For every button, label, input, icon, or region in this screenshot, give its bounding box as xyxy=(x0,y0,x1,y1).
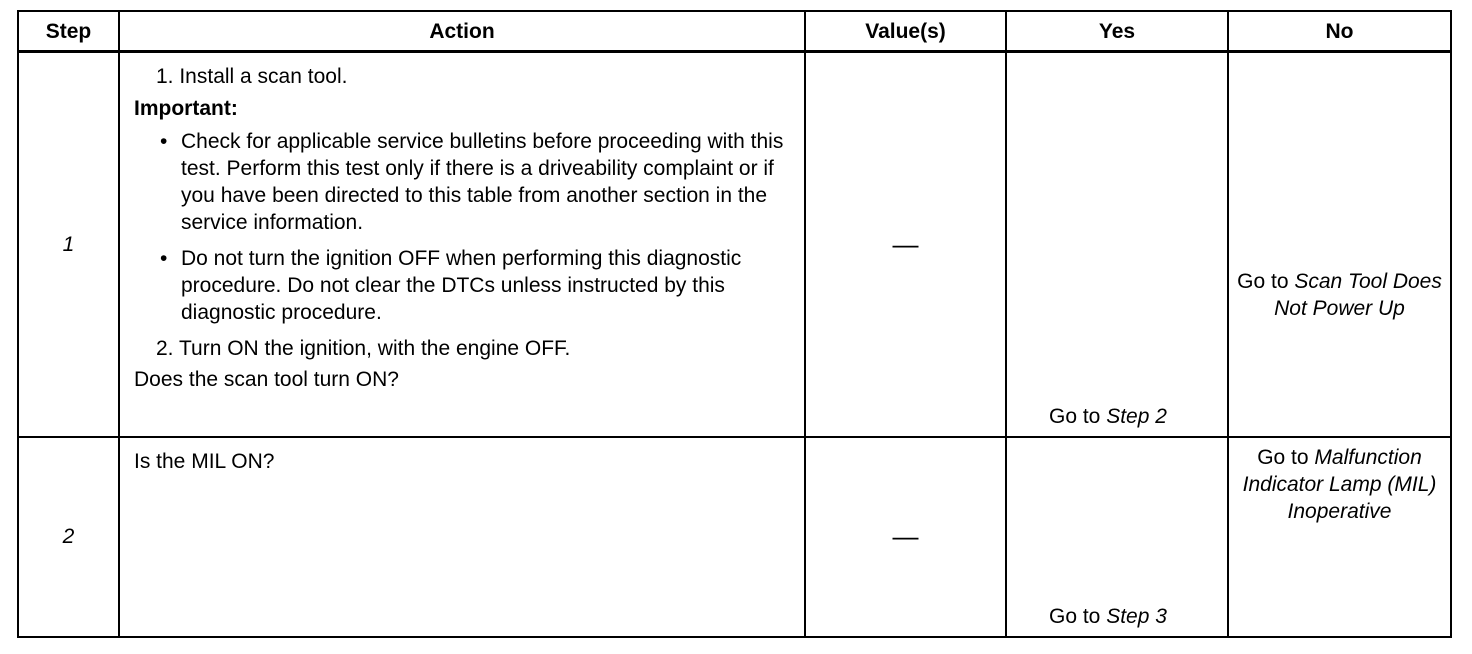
yes-link[interactable]: Step 3 xyxy=(1106,604,1167,628)
step-number: 1 xyxy=(18,52,119,437)
header-step: Step xyxy=(18,11,119,52)
bullet-icon: • xyxy=(160,130,168,153)
important-label: Important: xyxy=(134,97,238,120)
header-values: Value(s) xyxy=(805,11,1006,52)
table-row xyxy=(18,52,1451,437)
action-step-1: 1. Install a scan tool. xyxy=(156,65,348,88)
bullet-icon: • xyxy=(160,247,168,270)
header-row xyxy=(18,11,1451,52)
diagnostic-table xyxy=(17,10,1452,638)
action-question: Is the MIL ON? xyxy=(134,449,275,473)
table-row xyxy=(18,437,1451,637)
header-yes: Yes xyxy=(1006,11,1228,52)
header-action: Action xyxy=(119,11,805,52)
no-prefix: Go to xyxy=(1257,445,1309,469)
no-link[interactable]: Scan Tool Does Not Power Up xyxy=(1274,270,1442,320)
yes-prefix: Go to xyxy=(1049,404,1101,428)
no-prefix: Go to xyxy=(1237,270,1289,293)
yes-cell xyxy=(1006,52,1228,437)
yes-cell xyxy=(1006,437,1228,637)
value-cell: — xyxy=(805,52,1006,437)
action-cell xyxy=(119,437,805,637)
action-step-2: 2. Turn ON the ignition, with the engine OFF. xyxy=(156,337,571,360)
value-cell: — xyxy=(805,437,1006,637)
important-list xyxy=(134,128,798,326)
yes-link[interactable]: Step 2 xyxy=(1106,404,1167,428)
no-cell xyxy=(1228,437,1451,637)
action-cell xyxy=(119,52,805,437)
action-question: Does the scan tool turn ON? xyxy=(134,368,399,391)
yes-prefix: Go to xyxy=(1049,604,1101,628)
no-link[interactable]: Malfunction Indicator Lamp (MIL) Inoperative xyxy=(1242,445,1437,523)
header-no: No xyxy=(1228,11,1451,52)
step-number: 2 xyxy=(18,437,119,637)
list-item: • Check for applicable service bulletins before proceeding with this test. Perform this test only if there is a driveability complaint or if you have been directed to this table from another section in the service information. xyxy=(160,130,784,234)
list-item: • Do not turn the ignition OFF when performing this diagnostic procedure. Do not clear the DTCs unless instructed by this diagnostic procedure. xyxy=(160,247,742,324)
no-cell xyxy=(1228,52,1451,437)
